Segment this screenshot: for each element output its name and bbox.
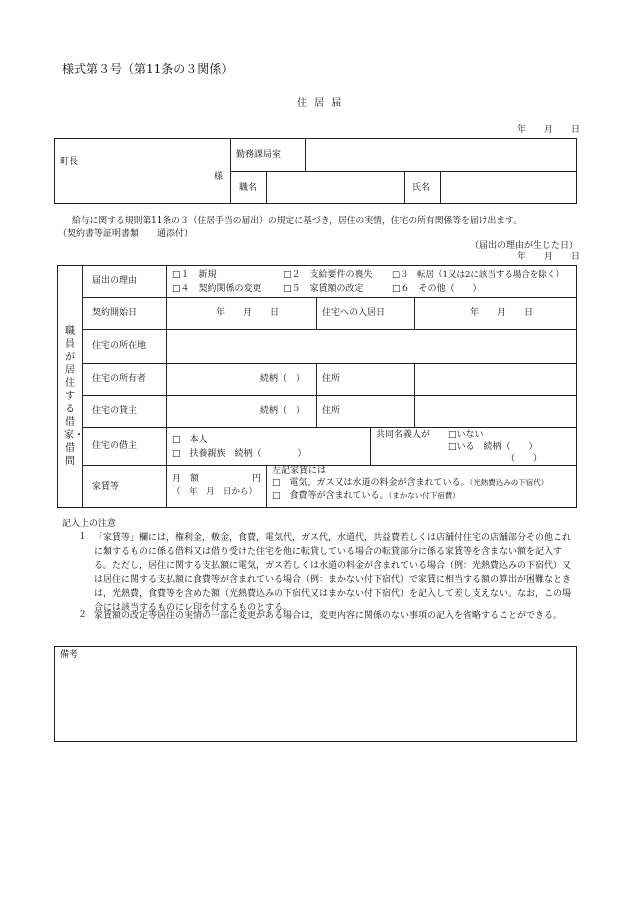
contract-start-label: 契約開始日: [92, 308, 138, 318]
move-in-label: 住宅への入居日: [322, 308, 386, 318]
move-in-date[interactable]: 年 月 日: [470, 308, 534, 318]
reason-date[interactable]: 年 月 日: [516, 252, 580, 262]
reason-option-rent-change[interactable]: □５ 家賃額の改定: [283, 284, 364, 294]
rent-from-date[interactable]: （ 年 月 日から）: [172, 487, 258, 497]
honorific-label: 様: [214, 172, 224, 182]
reason-option-other[interactable]: □６ その他（ ）: [392, 284, 482, 294]
recipient-label: 町長: [60, 157, 79, 167]
reason-option-loss[interactable]: □２ 支給要件の喪失: [283, 270, 373, 280]
utilities-checkbox[interactable]: [272, 478, 548, 489]
note-2: 家賃額の改定等居住の実情の一部に変更がある場合は，変更内容に関係のない事項の記入を省略することができる。: [94, 611, 563, 621]
contract-start-date[interactable]: 年 月 日: [216, 308, 280, 318]
attachment-text: （契約書等証明書類 通添付）: [58, 229, 194, 239]
note-1: 「家賃等」欄には，権利金，敷金，食費，電気代，ガス代，水道代，共益費若しくは店舗付住宅の店舗部分その他これに類するものに係る借料又は借り受けた住宅を他に転貸している場合の転貸部分に係る家賃等を含まない額を記入する。ただし，居住に関する支払額に電気，ガス若しくは水道の料金が含まれている場合（例：光熱費込みの下宿代）又は居住に関する支払額に食費等が含まれている場合（例：まかない付下宿代）で家賃に相当する額の算出が困難なときは，光熱費，食費等を含めた額（光熱費込みの下宿代又はまかない付下宿代）を記入して差し支えない。なお，この場合には該当するものにレ印を付するものとする。: [94, 533, 572, 613]
name-input[interactable]: [441, 172, 576, 203]
reason-date-note: （届出の理由が生じた日）: [469, 241, 578, 251]
reason-option-contract[interactable]: □４ 契約関係の変更: [172, 284, 262, 294]
utilities-small: （光熱費込みの下宿代）: [469, 478, 549, 487]
lender-relation[interactable]: 続柄（ ）: [260, 406, 306, 416]
lender-address-label: 住所: [322, 406, 341, 416]
meals-checkbox[interactable]: [272, 491, 460, 502]
reason-option-new[interactable]: □１ 新規: [172, 270, 217, 280]
position-label: 職名: [239, 183, 258, 193]
position-input[interactable]: [267, 172, 403, 203]
monthly-label: 月 額: [172, 474, 200, 484]
rent-label: 家賃等: [92, 482, 120, 492]
note-1-number: １: [78, 532, 88, 542]
yen-label: 円: [252, 474, 262, 484]
owner-relation[interactable]: 続柄（ ）: [260, 374, 306, 384]
reason-label: 届出の理由: [92, 276, 138, 286]
co-nominee-label: 共同名義人が: [376, 430, 431, 440]
utilities-text: □ 電気，ガス又は水道の料金が含まれている。: [272, 478, 470, 488]
owner-label: 住宅の所有者: [92, 374, 147, 384]
notes-title: 記入上の注意: [62, 519, 117, 529]
co-nominee-none-checkbox[interactable]: □いない: [448, 430, 484, 440]
meals-small: （まかない付下宿費）: [388, 491, 460, 500]
location-input[interactable]: [167, 330, 576, 362]
form-number: 様式第３号（第11条の３関係）: [62, 62, 234, 76]
location-label: 住宅の所在地: [92, 341, 147, 351]
intro-text: 給与に関する規則第11条の３（住居手当の届出）の規定に基づき，居住の実情，住宅の所有関係等を届け出ます。: [72, 216, 522, 226]
dept-label: 勤務課局室: [236, 150, 282, 160]
rent-note-title: 左記家賃には: [272, 466, 327, 476]
dept-input[interactable]: [306, 139, 576, 170]
reason-option-move[interactable]: □３ 転居（1又は2に該当する場合を除く）: [392, 270, 564, 280]
owner-address-label: 住所: [322, 374, 341, 384]
page-title: 住 居 届: [297, 98, 344, 109]
co-nominee-exists-checkbox[interactable]: □いる 続柄（ ）: [448, 442, 538, 452]
borrower-self-checkbox[interactable]: □ 本人: [172, 435, 208, 445]
remarks-box[interactable]: [54, 646, 577, 742]
remarks-label: 備考: [60, 650, 79, 660]
borrower-label: 住宅の借主: [92, 441, 138, 451]
note-2-number: ２: [78, 610, 88, 620]
lender-label: 住宅の貸主: [92, 406, 138, 416]
borrower-dependent-checkbox[interactable]: □ 扶養親族 続柄（ ）: [172, 449, 307, 459]
side-label: 職員が居住する借家・借間: [64, 326, 84, 467]
submission-date[interactable]: 年 月 日: [516, 125, 580, 135]
meals-text: □ 食費等が含まれている。: [272, 491, 389, 501]
co-nominee-relation-extra[interactable]: （ ）: [506, 454, 543, 464]
name-label: 氏名: [412, 183, 431, 193]
